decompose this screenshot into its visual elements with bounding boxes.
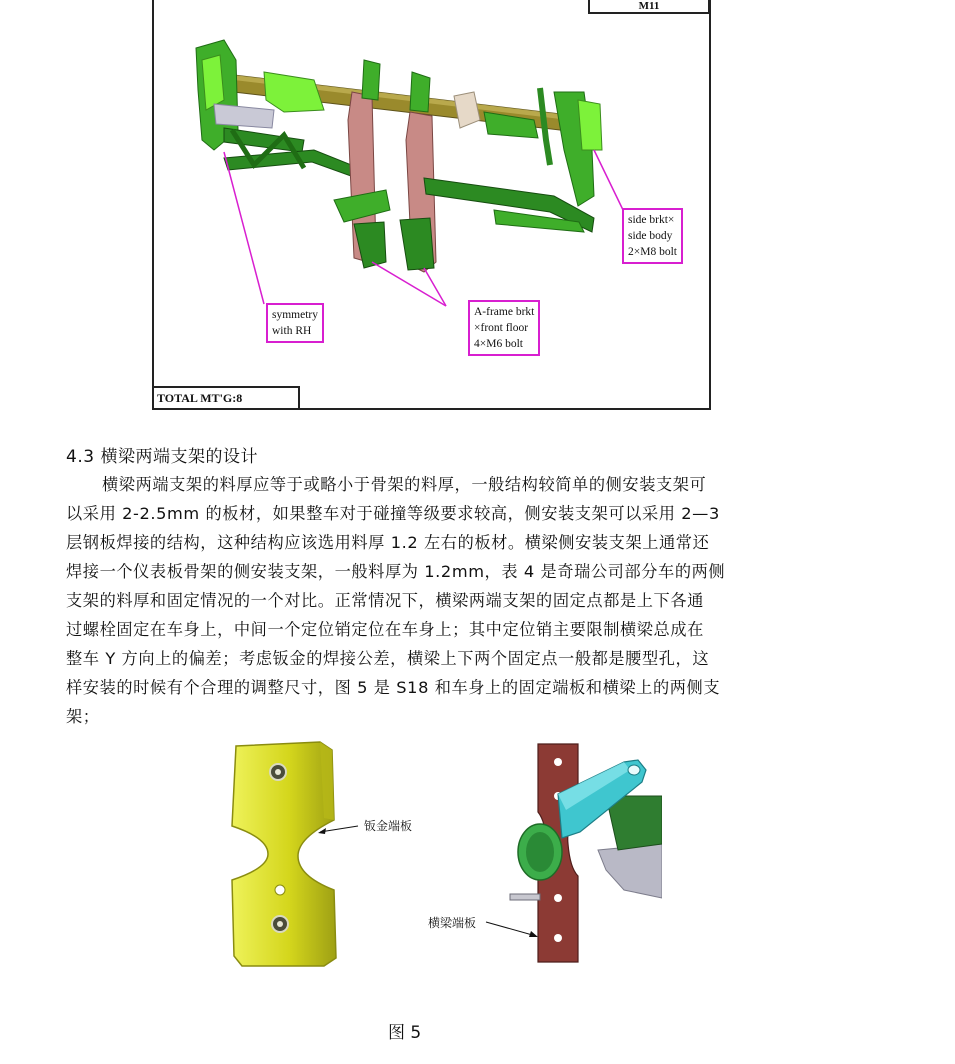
cad-beam-illustration xyxy=(154,0,711,410)
paragraph-line: 横梁两端支架的料厚应等于或略小于骨架的料厚，一般结构较简单的侧安装支架可 xyxy=(102,475,707,494)
callout-line: ×front floor xyxy=(474,322,529,334)
leader-arrow xyxy=(318,818,364,838)
paragraph-line: 以采用 2-2.5mm 的板材，如果整车对于碰撞等级要求较高，侧安装支架可以采用 2—3 xyxy=(66,504,720,523)
callout-line: 2×M8 bolt xyxy=(628,246,677,258)
section-heading: 4.3 横梁两端支架的设计 xyxy=(66,447,258,467)
paragraph-line: 层钢板焊接的结构，这种结构应该选用料厚 1.2 左右的板材。横梁侧安装支架上通常还 xyxy=(66,533,710,552)
paragraph-line: 过螺栓固定在车身上，中间一个定位销定位在车身上；其中定位销主要限制横梁总成在 xyxy=(66,620,704,639)
paragraph-line: 焊接一个仪表板骨架的侧安装支架，一般料厚为 1.2mm，表 4 是奇瑞公司部分车的两侧 xyxy=(66,562,726,581)
body-paragraph xyxy=(66,470,796,731)
cad-figure-frame xyxy=(152,0,711,410)
paragraph-line: 样安装的时候有个合理的调整尺寸，图 5 是 S18 和车身上的固定端板和横梁上的两侧支 xyxy=(66,678,721,697)
callout-line: side body xyxy=(628,230,673,242)
total-mounting-label: TOTAL MT'G:8 xyxy=(152,386,300,410)
callout-line: side brkt× xyxy=(628,214,675,226)
label-beam-end-plate: 横梁端板 xyxy=(428,916,477,930)
callout-line: symmetry xyxy=(272,309,318,321)
paragraph-line: 架； xyxy=(66,707,100,726)
figure-caption: 图 5 xyxy=(388,1023,422,1043)
callout-a-frame xyxy=(468,300,540,356)
callout-symmetry xyxy=(266,303,324,343)
callout-side-bracket xyxy=(622,208,683,264)
callout-line: 4×M6 bolt xyxy=(474,338,523,350)
callout-line: with RH xyxy=(272,325,312,337)
leader-arrow xyxy=(484,918,540,942)
drawing-corner-label: M11 xyxy=(588,0,710,14)
label-sheet-metal-end-plate: 钣金端板 xyxy=(364,819,413,833)
sheet-metal-end-plate-illustration xyxy=(228,740,358,970)
paragraph-line: 整车 Y 方向上的偏差；考虑钣金的焊接公差，横梁上下两个固定点一般都是腰型孔，这 xyxy=(66,649,710,668)
callout-line: A-frame brkt xyxy=(474,306,535,318)
paragraph-line: 支架的料厚和固定情况的一个对比。正常情况下，横梁两端支架的固定点都是上下各通 xyxy=(66,591,704,610)
